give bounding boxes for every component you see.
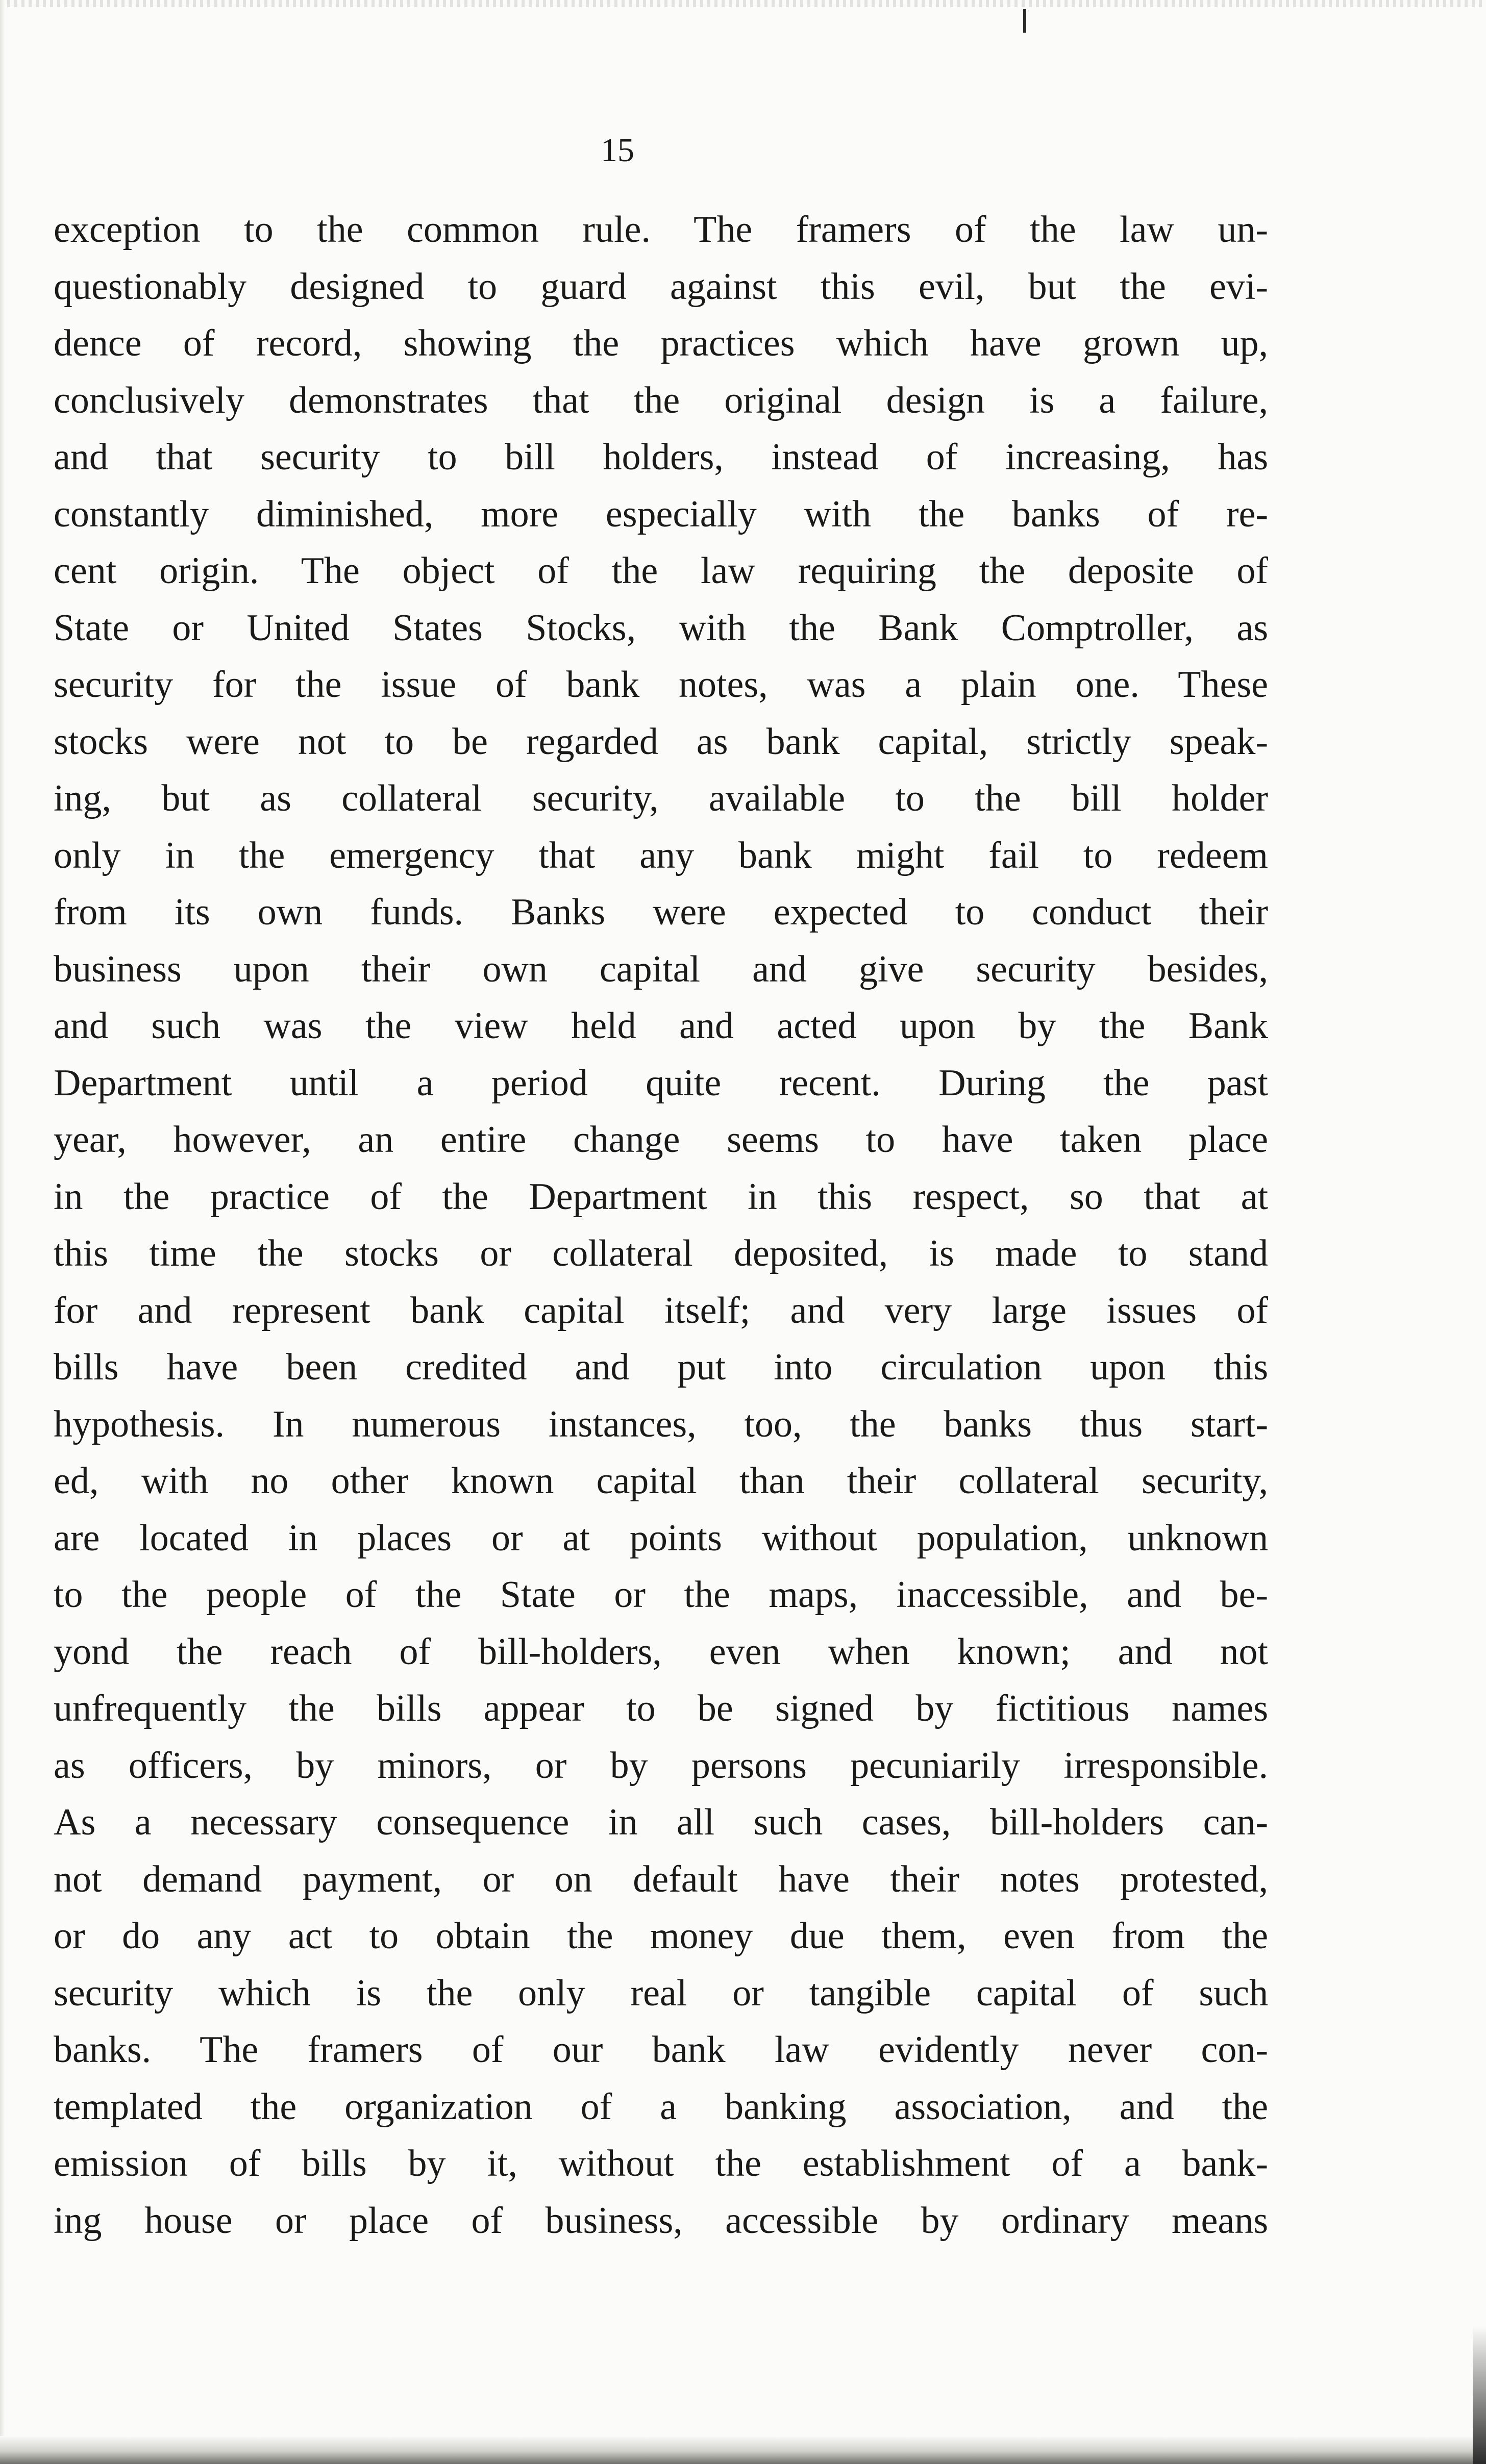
text-line: and that security to bill holders, instead of increasing, has xyxy=(54,436,1268,478)
text-line: exception to the common rule. The framers of the law un- xyxy=(54,209,1268,250)
text-line: from its own funds. Banks were expected to conduct their xyxy=(54,891,1268,933)
text-line: for and represent bank capital itself; and very large issues of xyxy=(54,1289,1268,1331)
text-line: in the practice of the Department in this respect, so that at xyxy=(54,1175,1268,1218)
text-line: ing house or place of business, accessible by ordinary means xyxy=(54,2199,1268,2242)
text-line: to the people of the State or the maps, inaccessible, and be- xyxy=(54,1574,1268,1616)
text-line: cent origin. The object of the law requiring the deposite of xyxy=(54,550,1268,592)
text-line: yond the reach of bill-holders, even when known; and not xyxy=(54,1630,1268,1673)
text-line: unfrequently the bills appear to be signed by fictitious names xyxy=(54,1688,1268,1729)
text-line: constantly diminished, more especially with the banks of re- xyxy=(54,493,1268,535)
page-bottom-edge xyxy=(0,2436,1486,2464)
text-line: or do any act to obtain the money due them, even from the xyxy=(54,1915,1268,1957)
text-line: As a necessary consequence in all such cases, bill-holders can- xyxy=(54,1801,1268,1843)
text-line: this time the stocks or collateral deposited, is made to stand xyxy=(54,1233,1268,1274)
text-line: not demand payment, or on default have their notes protested, xyxy=(54,1858,1268,1900)
text-line: as officers, by minors, or by persons pecuniarily irresponsible. xyxy=(54,1744,1268,1787)
text-line: year, however, an entire change seems to have taken place xyxy=(54,1119,1268,1161)
page-top-edge xyxy=(0,0,1486,7)
text-line: business upon their own capital and give security besides, xyxy=(54,948,1268,990)
text-line: templated the organization of a banking association, and the xyxy=(54,2085,1268,2128)
text-line: emission of bills by it, without the establishment of a bank- xyxy=(54,2143,1268,2184)
body-text xyxy=(54,202,1268,2249)
text-line: and such was the view held and acted upon by the Bank xyxy=(54,1005,1268,1047)
text-line: State or United States Stocks, with the Bank Comptroller, as xyxy=(54,607,1268,649)
text-line: hypothesis. In numerous instances, too, the banks thus start- xyxy=(54,1403,1268,1445)
text-line: only in the emergency that any bank might fail to redeem xyxy=(54,834,1268,876)
text-line: Department until a period quite recent. During the past xyxy=(54,1062,1268,1104)
text-line: ing, but as collateral security, available to the bill holder xyxy=(54,777,1268,819)
text-line: dence of record, showing the practices which have grown up, xyxy=(54,322,1268,364)
text-line: are located in places or at points without population, unknown xyxy=(54,1517,1268,1559)
text-line: bills have been credited and put into circulation upon this xyxy=(54,1346,1268,1388)
page-number: 15 xyxy=(601,132,634,169)
text-line: questionably designed to guard against this evil, but the evi- xyxy=(54,265,1268,308)
text-line: security which is the only real or tangible capital of such xyxy=(54,1972,1268,2014)
text-line: stocks were not to be regarded as bank capital, strictly speak- xyxy=(54,720,1268,763)
text-line: ed, with no other known capital than their collateral security, xyxy=(54,1460,1268,1502)
printer-mark xyxy=(1023,9,1026,33)
text-line: security for the issue of bank notes, was a plain one. These xyxy=(54,664,1268,706)
text-line: conclusively demonstrates that the original design is a failure, xyxy=(54,379,1268,421)
text-line: banks. The framers of our bank law evidently never con- xyxy=(54,2029,1268,2071)
page-corner-shadow xyxy=(1473,2326,1486,2464)
page-left-edge xyxy=(0,0,5,2464)
